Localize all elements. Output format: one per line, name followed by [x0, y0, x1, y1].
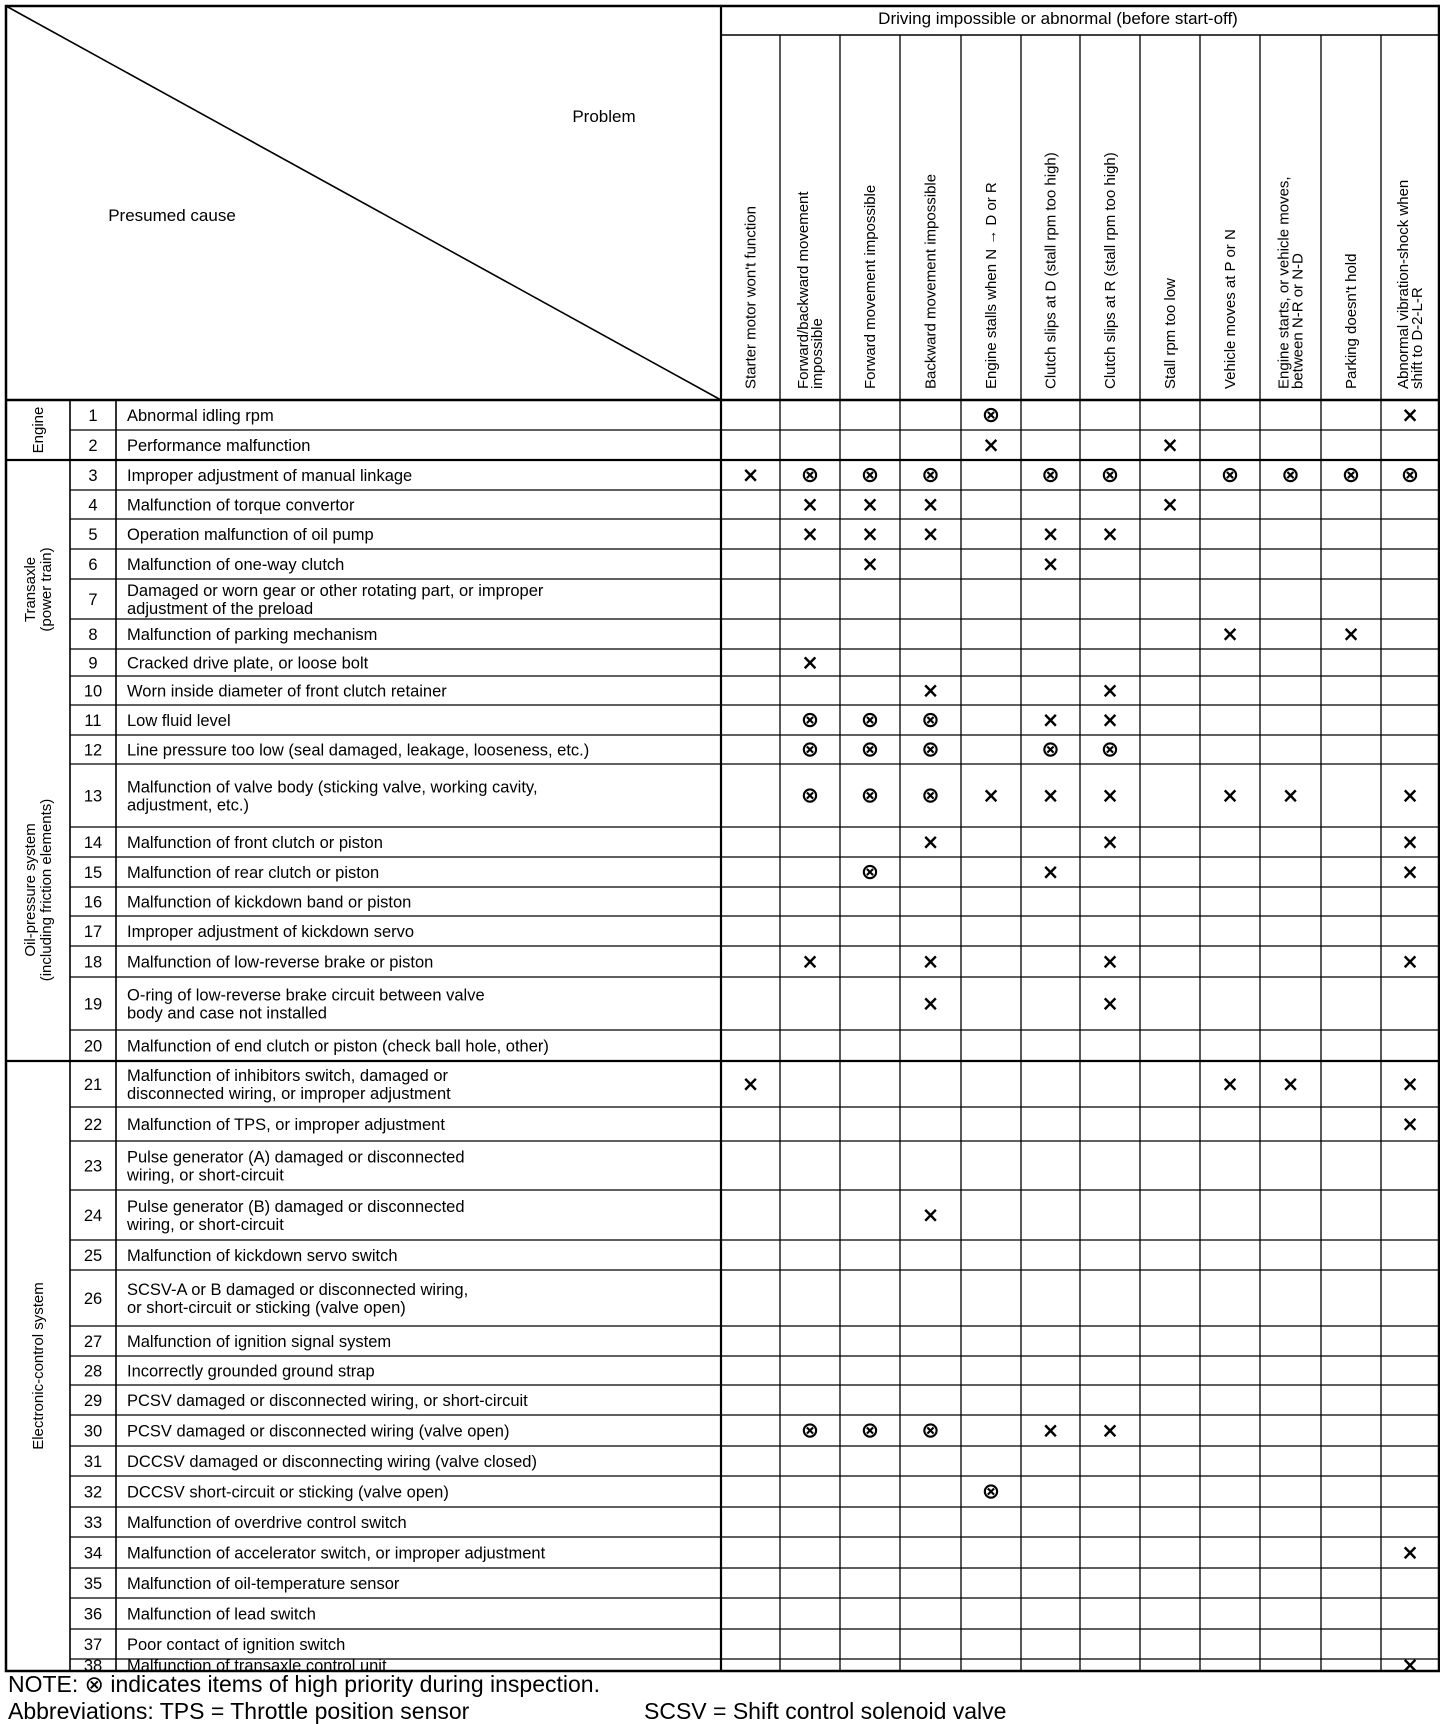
row-number: 25	[83, 1247, 103, 1265]
cross-mark: ×	[1221, 622, 1239, 646]
row-description: Malfunction of front clutch or piston	[127, 834, 383, 852]
table-row	[84, 1333, 391, 1351]
row-number: 35	[83, 1575, 103, 1593]
column-header-text: Engine starts, or vehicle moves,	[1275, 176, 1293, 389]
row-number: 7	[88, 591, 98, 609]
row-description: SCSV-A or B damaged or disconnected wiring,	[127, 1281, 469, 1299]
table-row	[88, 651, 818, 675]
row-description: O-ring of low-reverse brake circuit between valve	[127, 986, 485, 1005]
row-number: 15	[83, 864, 103, 882]
row-description: Malfunction of one-way clutch	[127, 556, 345, 574]
table-row	[84, 1514, 407, 1532]
table-row	[84, 1038, 549, 1056]
row-description: DCCSV short-circuit or sticking (valve open)	[127, 1483, 449, 1502]
cross-mark: ×	[1101, 708, 1119, 732]
problem-label: Problem	[572, 107, 636, 126]
high-priority-mark: ⊗	[860, 463, 880, 488]
row-number: 36	[83, 1605, 103, 1624]
column-header	[1395, 180, 1426, 389]
column-header-text: Forward/backward movement	[795, 191, 812, 389]
row-description: DCCSV damaged or disconnecting wiring (valve closed)	[127, 1453, 537, 1471]
high-priority-mark: ⊗	[921, 737, 940, 763]
cross-mark: ×	[921, 949, 940, 974]
column-header	[1343, 254, 1360, 389]
group-label	[30, 407, 47, 454]
column-header	[862, 185, 879, 389]
row-description: Poor contact of ignition switch	[127, 1636, 346, 1654]
column-header	[1043, 152, 1060, 389]
table-row	[84, 738, 1119, 763]
high-priority-mark: ⊗	[860, 783, 880, 809]
priority-note: NOTE: ⊗ indicates items of high priority during inspection.	[8, 1671, 600, 1697]
header-diagonal	[6, 6, 721, 400]
cross-mark: ×	[921, 1203, 940, 1227]
table-row	[84, 779, 1419, 815]
column-header-text: Abnormal vibration-shock when	[1395, 179, 1412, 389]
row-description: Pulse generator (B) damaged or disconnected	[127, 1198, 465, 1216]
high-priority-mark: ⊗	[800, 1418, 820, 1444]
group-label-text: Engine	[30, 406, 47, 454]
row-description: Performance malfunction	[127, 437, 311, 455]
column-header-text: Engine stalls when N → D or R	[983, 182, 1000, 389]
high-priority-mark: ⊗	[1220, 463, 1240, 488]
row-description: Malfunction of overdrive control switch	[127, 1514, 407, 1532]
row-number: 4	[88, 496, 98, 515]
column-header-text: Vehicle moves at P or N	[1222, 229, 1239, 389]
row-description: Malfunction of kickdown servo switch	[127, 1247, 398, 1265]
cross-mark: ×	[1342, 622, 1360, 646]
column-header-text: Clutch slips at R (stall rpm too high)	[1102, 152, 1119, 389]
cross-mark: ×	[921, 830, 940, 854]
table-row	[84, 1541, 1419, 1565]
row-description: PCSV damaged or disconnected wiring, or short-circuit	[127, 1392, 528, 1410]
column-group-title: Driving impossible or abnormal (before start-off)	[878, 9, 1238, 28]
cross-mark: ×	[1101, 783, 1119, 808]
cross-mark: ×	[1041, 708, 1060, 732]
row-number: 8	[88, 626, 98, 644]
table-row	[84, 1198, 939, 1234]
cross-mark: ×	[1041, 783, 1060, 808]
column-headers	[743, 152, 1427, 389]
cross-mark: ×	[1401, 860, 1419, 884]
row-description: Malfunction of kickdown band or piston	[127, 893, 412, 912]
column-header-text: Parking doesn't hold	[1343, 253, 1360, 389]
table-row	[84, 1112, 1419, 1136]
abbreviation-tps: Abbreviations: TPS = Throttle position sensor	[8, 1698, 470, 1724]
high-priority-mark: ⊗	[1400, 463, 1420, 488]
column-header-text: Starter motor won't function	[742, 206, 760, 389]
row-number: 31	[83, 1453, 103, 1471]
table-row	[84, 860, 1419, 885]
abbreviation-scsv: SCSV = Shift control solenoid valve	[644, 1698, 1007, 1724]
table-row	[84, 1067, 1419, 1103]
high-priority-mark: ⊗	[921, 783, 940, 809]
group-label-text: Electronic-control system	[30, 1282, 47, 1450]
high-priority-mark: ⊗	[800, 783, 820, 809]
row-number: 27	[83, 1333, 103, 1351]
row-description: wiring, or short-circuit	[127, 1216, 284, 1234]
group-label-text: (power train)	[38, 547, 55, 632]
cross-mark: ×	[861, 492, 879, 517]
row-number: 18	[83, 953, 103, 972]
cross-mark: ×	[1101, 678, 1119, 703]
row-description: disconnected wiring, or improper adjustment	[127, 1085, 451, 1103]
row-number: 23	[83, 1157, 103, 1176]
row-description: Malfunction of end clutch or piston (check ball hole, other)	[127, 1037, 549, 1056]
column-header-text: Forward movement impossible	[862, 184, 879, 389]
column-header-text: Clutch slips at D (stall rpm too high)	[1042, 152, 1060, 389]
cross-mark: ×	[1041, 552, 1060, 576]
group-labels	[22, 407, 55, 1450]
column-header-text: shift to D-2-L-R	[1409, 287, 1426, 389]
row-number: 34	[83, 1544, 103, 1563]
row-description: Malfunction of oil-temperature sensor	[127, 1575, 400, 1593]
cross-mark: ×	[921, 678, 940, 703]
table-row	[84, 1606, 316, 1624]
high-priority-mark: ⊗	[921, 708, 940, 733]
column-header-text: Backward movement impossible	[922, 173, 940, 389]
row-description: adjustment of the preload	[127, 600, 314, 618]
row-description: Improper adjustment of kickdown servo	[127, 923, 415, 941]
column-header	[795, 191, 826, 389]
column-header-text: impossible	[809, 318, 826, 389]
row-description: Operation malfunction of oil pump	[127, 526, 374, 544]
row-number: 22	[83, 1116, 103, 1134]
row-number: 9	[88, 654, 98, 673]
row-description: Damaged or worn gear or other rotating part, or improper	[127, 582, 544, 600]
cross-mark: ×	[1401, 1112, 1419, 1136]
cross-mark: ×	[982, 783, 1000, 808]
table-row	[84, 1392, 528, 1410]
table-row	[88, 522, 1118, 546]
table-row	[88, 552, 1059, 576]
high-priority-mark: ⊗	[860, 708, 880, 733]
row-number: 14	[83, 834, 103, 852]
table-header	[108, 9, 1238, 225]
table-row	[84, 1247, 398, 1265]
group-label-text: (including friction elements)	[38, 798, 55, 982]
table-row	[84, 1575, 400, 1593]
presumed-cause-label: Presumed cause	[108, 206, 236, 225]
cross-mark: ×	[1161, 492, 1179, 517]
high-priority-mark: ⊗	[1041, 463, 1060, 488]
column-header	[1222, 229, 1239, 389]
cross-mark: ×	[1401, 1653, 1419, 1677]
row-description: Cracked drive plate, or loose bolt	[127, 654, 369, 673]
high-priority-mark: ⊗	[1341, 463, 1361, 488]
cross-mark: ×	[801, 492, 819, 517]
high-priority-mark: ⊗	[1100, 737, 1120, 763]
row-description: Improper adjustment of manual linkage	[127, 467, 413, 485]
cross-mark: ×	[1401, 949, 1419, 974]
cross-mark: ×	[1041, 1418, 1060, 1443]
cross-mark: ×	[741, 463, 760, 487]
cross-mark: ×	[1401, 1072, 1419, 1096]
row-number: 16	[83, 893, 103, 912]
row-description: Malfunction of torque convertor	[127, 496, 355, 515]
table-row	[84, 923, 414, 941]
row-number: 5	[88, 526, 98, 544]
row-description: Malfunction of low-reverse brake or piston	[127, 953, 434, 972]
column-header	[983, 182, 1000, 389]
column-header	[1276, 176, 1307, 389]
high-priority-mark: ⊗	[1041, 737, 1060, 763]
row-number: 33	[83, 1514, 103, 1532]
table-row	[84, 708, 1118, 733]
row-description: or short-circuit or sticking (valve open)	[127, 1299, 406, 1317]
row-description: wiring, or short-circuit	[127, 1166, 284, 1185]
row-number: 6	[88, 556, 98, 574]
row-number: 3	[88, 467, 98, 485]
cross-mark: ×	[1101, 1418, 1119, 1443]
high-priority-mark: ⊗	[860, 860, 880, 885]
row-number: 12	[83, 741, 103, 760]
cross-mark: ×	[921, 492, 940, 517]
table-row	[88, 433, 1178, 457]
row-description: Line pressure too low (seal damaged, leakage, looseness, etc.)	[127, 741, 590, 760]
cross-mark: ×	[1041, 860, 1060, 884]
table-row	[84, 1453, 537, 1471]
row-number: 17	[83, 923, 103, 941]
high-priority-mark: ⊗	[860, 1418, 880, 1444]
row-description: Pulse generator (A) damaged or disconnected	[127, 1148, 465, 1167]
group-label	[30, 1282, 47, 1450]
cross-mark: ×	[1101, 830, 1119, 854]
row-description: adjustment, etc.)	[127, 796, 249, 815]
cross-mark: ×	[1281, 1072, 1300, 1096]
table-row	[84, 679, 1119, 703]
table-row	[84, 987, 1119, 1023]
row-number: 30	[83, 1422, 103, 1441]
high-priority-mark: ⊗	[800, 737, 820, 763]
cross-mark: ×	[1101, 991, 1119, 1016]
row-description: Malfunction of TPS, or improper adjustment	[127, 1116, 445, 1134]
row-number: 37	[83, 1636, 103, 1654]
cross-mark: ×	[1221, 1072, 1239, 1096]
column-header	[923, 174, 940, 389]
row-number: 38	[83, 1657, 103, 1675]
row-number: 19	[83, 995, 103, 1014]
row-number: 28	[83, 1362, 103, 1381]
high-priority-mark: ⊗	[1100, 463, 1120, 488]
row-number: 20	[83, 1037, 103, 1056]
row-description: Malfunction of accelerator switch, or improper adjustment	[127, 1544, 546, 1563]
row-number: 1	[88, 407, 98, 425]
high-priority-mark: ⊗	[1281, 463, 1300, 488]
high-priority-mark: ⊗	[800, 708, 820, 733]
table-row	[84, 1363, 375, 1381]
table-row	[84, 1419, 1119, 1444]
row-description: PCSV damaged or disconnected wiring (valve open)	[127, 1422, 510, 1441]
row-description: Malfunction of transaxle control unit	[127, 1657, 387, 1675]
row-description: Malfunction of valve body (sticking valve, working cavity,	[127, 778, 538, 797]
row-description: body and case not installed	[127, 1004, 327, 1023]
row-description: Malfunction of ignition signal system	[127, 1333, 392, 1351]
table-row	[84, 1149, 465, 1185]
group-label-text: Oil-pressure system	[22, 823, 39, 957]
row-number: 13	[83, 787, 103, 806]
group-label	[22, 799, 55, 982]
column-header	[1102, 152, 1119, 389]
row-description: Malfunction of parking mechanism	[127, 626, 378, 644]
cross-mark: ×	[861, 552, 879, 576]
cross-mark: ×	[1041, 522, 1060, 546]
row-description: Low fluid level	[127, 712, 231, 730]
column-header	[743, 206, 760, 389]
row-number: 11	[84, 712, 102, 730]
high-priority-mark: ⊗	[981, 1479, 1001, 1505]
row-description: Malfunction of lead switch	[127, 1605, 316, 1624]
row-number: 24	[83, 1207, 103, 1225]
row-description: Incorrectly grounded ground strap	[127, 1362, 375, 1381]
high-priority-mark: ⊗	[921, 1418, 940, 1444]
cross-mark: ×	[1281, 783, 1300, 808]
cross-mark: ×	[921, 991, 940, 1016]
cross-mark: ×	[801, 522, 819, 546]
high-priority-mark: ⊗	[800, 463, 820, 488]
cross-mark: ×	[982, 433, 1000, 457]
row-number: 21	[83, 1076, 103, 1094]
table-row	[84, 1480, 1000, 1505]
row-description: Abnormal idling rpm	[127, 407, 274, 425]
table-row	[84, 950, 1419, 974]
cross-mark: ×	[921, 522, 940, 546]
column-header-text: between N-R or N-D	[1289, 253, 1307, 389]
table-row	[88, 582, 543, 618]
row-number: 32	[83, 1483, 103, 1502]
row-description: Malfunction of rear clutch or piston	[127, 864, 380, 882]
high-priority-mark: ⊗	[921, 463, 940, 488]
table-rows	[84, 403, 1419, 1677]
row-number: 29	[83, 1392, 103, 1410]
cross-mark: ×	[1401, 830, 1419, 854]
row-number: 10	[83, 682, 103, 701]
table-row	[84, 1636, 345, 1654]
cross-mark: ×	[1401, 403, 1419, 427]
column-header	[1162, 278, 1179, 389]
group-label	[22, 547, 55, 631]
high-priority-mark: ⊗	[860, 737, 880, 763]
row-number: 2	[88, 437, 98, 455]
group-label-text: Transaxle	[22, 556, 39, 623]
cross-mark: ×	[1221, 783, 1239, 808]
cross-mark: ×	[1101, 522, 1119, 546]
table-row	[84, 1281, 468, 1317]
table-row	[84, 894, 412, 912]
cross-mark: ×	[801, 949, 819, 974]
row-description: Malfunction of inhibitors switch, damaged or	[127, 1067, 448, 1085]
table-row	[88, 463, 1419, 488]
row-number: 26	[83, 1290, 103, 1308]
row-description: Worn inside diameter of front clutch retainer	[127, 682, 447, 701]
column-header-text: Stall rpm too low	[1162, 278, 1179, 389]
high-priority-mark: ⊗	[981, 403, 1001, 428]
cross-mark: ×	[1101, 949, 1119, 974]
cross-mark: ×	[1401, 783, 1419, 808]
table-row	[88, 493, 1178, 517]
cross-mark: ×	[1401, 1540, 1419, 1565]
cross-mark: ×	[801, 650, 819, 675]
table-row	[84, 830, 1419, 854]
table-row	[88, 403, 1418, 428]
cross-mark: ×	[1161, 433, 1179, 457]
cross-mark: ×	[861, 522, 879, 546]
table-row	[88, 622, 1359, 646]
cross-mark: ×	[741, 1072, 760, 1096]
